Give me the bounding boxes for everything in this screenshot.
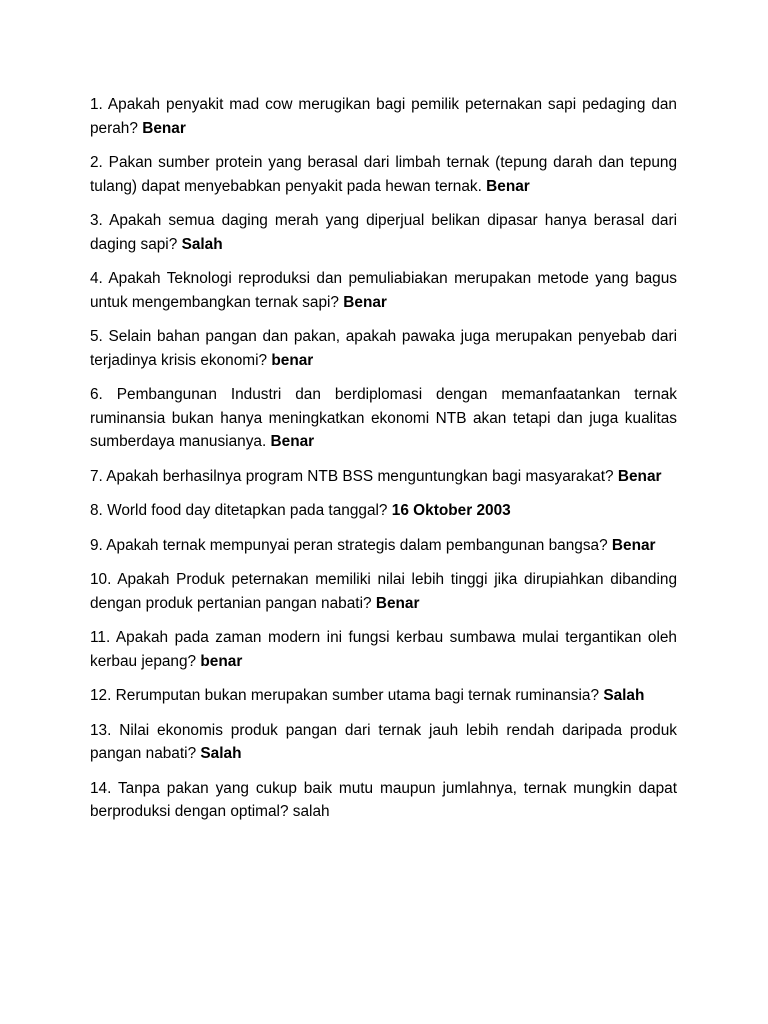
question-item-2 (90, 151, 677, 198)
answer-text: Salah (603, 687, 645, 704)
question-text: 6. Pembangunan Industri dan berdiplomasi dengan memanfaatankan ternak ruminansia bukan hanya meningkatkan ekonomi NTB akan tetapi dan juga kualitas sumberdaya manusianya. (90, 386, 677, 450)
question-item-8 (90, 499, 677, 523)
answer-text: Salah (200, 745, 242, 762)
answer-text: Benar (611, 536, 656, 554)
question-item-14 (90, 777, 677, 824)
answer-text: Benar (617, 467, 662, 485)
question-text: 13. Nilai ekonomis produk pangan dari ternak jauh lebih rendah daripada produk pangan nabati? (90, 721, 677, 762)
question-item-6 (90, 383, 677, 454)
answer-text: Benar (375, 594, 420, 612)
answer-text: Benar (270, 433, 315, 450)
question-item-3 (90, 209, 677, 256)
question-item-10 (90, 568, 677, 615)
question-text: 10. Apakah Produk peternakan memiliki nilai lebih tinggi jika dirupiahkan dibanding dengan produk pertanian pangan nabati? (90, 571, 677, 612)
question-item-11 (90, 626, 677, 673)
answer-text: Salah (181, 235, 223, 253)
question-text: 1. Apakah penyakit mad cow merugikan bagi pemilik peternakan sapi pedaging dan perah? (90, 96, 677, 137)
question-text: 7. Apakah berhasilnya program NTB BSS menguntungkan bagi masyarakat? (90, 467, 614, 485)
answer-text: Benar (343, 293, 387, 311)
question-text: 4. Apakah Teknologi reproduksi dan pemuliabiakan merupakan metode yang bagus untuk mengembangkan ternak sapi? (90, 270, 677, 311)
answer-text: benar (271, 351, 314, 369)
answer-text: salah (292, 803, 330, 820)
question-text: 11. Apakah pada zaman modern ini fungsi kerbau sumbawa mulai tergantikan oleh kerbau jepang? (90, 629, 677, 670)
question-text: 14. Tanpa pakan yang cukup baik mutu maupun jumlahnya, ternak mungkin dapat berproduksi dengan optimal? (90, 779, 677, 820)
question-list (90, 93, 677, 835)
question-item-7 (90, 465, 677, 489)
answer-text: Benar (142, 119, 186, 137)
question-text: 3. Apakah semua daging merah yang diperjual belikan dipasar hanya berasal dari daging sapi? (90, 212, 677, 253)
answer-text: Benar (486, 177, 530, 195)
question-item-4 (90, 267, 677, 314)
question-item-12 (90, 684, 677, 708)
question-item-9 (90, 534, 677, 558)
question-item-1 (90, 93, 677, 140)
answer-text: 16 Oktober 2003 (391, 502, 511, 519)
question-item-13 (90, 719, 677, 766)
question-text: 12. Rerumputan bukan merupakan sumber utama bagi ternak ruminansia? (90, 687, 600, 704)
question-text: 9. Apakah ternak mempunyai peran strategis dalam pembangunan bangsa? (90, 536, 608, 554)
question-item-5 (90, 325, 677, 372)
question-text: 2. Pakan sumber protein yang berasal dari limbah ternak (tepung darah dan tepung tulang) dapat menyebabkan penyakit pada hewan ternak. (90, 154, 677, 195)
question-text: 8. World food day ditetapkan pada tanggal? (90, 502, 388, 519)
question-text: 5. Selain bahan pangan dan pakan, apakah pawaka juga merupakan penyebab dari terjadinya krisis ekonomi? (90, 328, 677, 369)
answer-text: benar (200, 652, 243, 670)
